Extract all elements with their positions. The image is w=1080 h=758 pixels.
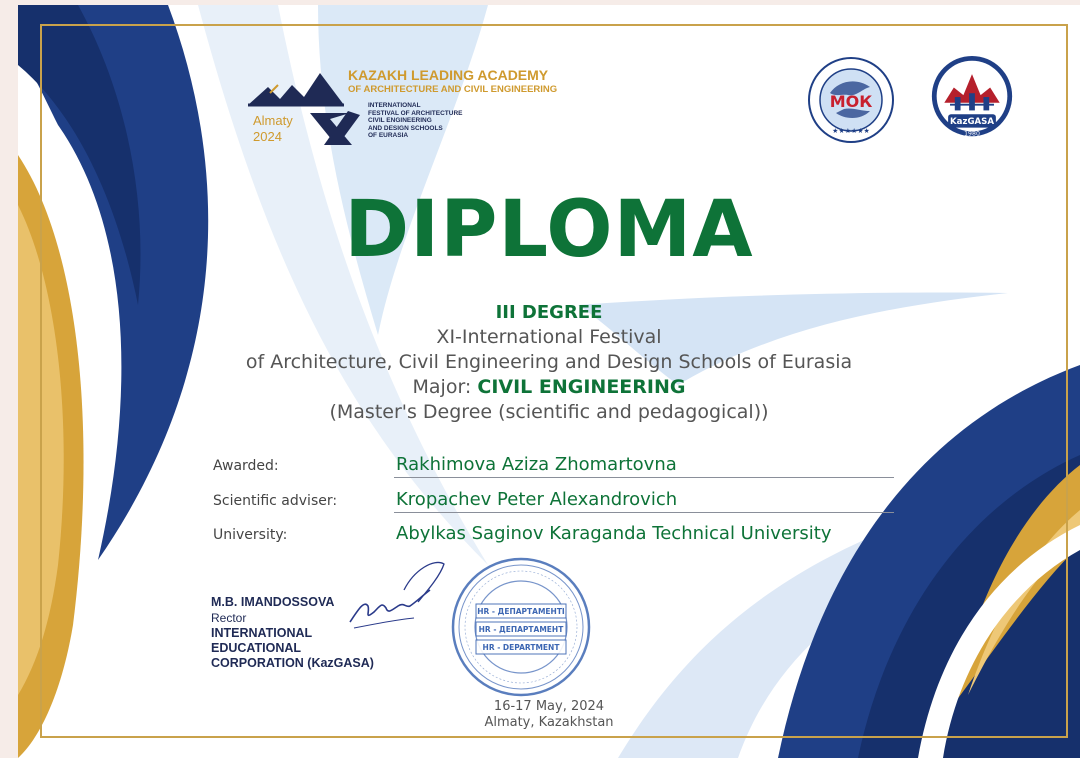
festival-logo-text — [368, 102, 488, 140]
festival-logo-line: FESTIVAL OF ARCHITECTURE — [368, 109, 463, 117]
awarded-value: Rakhimova Aziza Zhomartovna — [396, 454, 677, 475]
signature-icon — [344, 550, 454, 640]
awarded-label: Awarded: — [213, 458, 279, 474]
academy-title: KAZAKH LEADING ACADEMY — [348, 67, 549, 83]
university-label: University: — [213, 527, 288, 543]
stamp-line-3: HR - DEPARTMENT — [482, 643, 560, 652]
adviser-underline — [394, 512, 894, 513]
kazgasa-emblem-icon — [929, 55, 1015, 141]
festival-logo-line: INTERNATIONAL — [368, 102, 421, 109]
event-date: 16-17 May, 2024 — [493, 699, 605, 714]
kazgasa-emblem-year: 1980 — [964, 130, 980, 138]
org-line-3: CORPORATION (KazGASA) — [211, 656, 374, 670]
major-prefix: Major: — [412, 376, 472, 398]
major-line — [18, 376, 1080, 398]
festival-line-1: XI-International Festival — [436, 326, 662, 348]
mok-emblem-label: МОК — [829, 92, 873, 111]
logo-city: Almaty — [253, 113, 293, 128]
awarded-underline — [394, 477, 894, 478]
org-line-1: INTERNATIONAL — [211, 626, 313, 640]
adviser-label: Scientific adviser: — [213, 493, 338, 509]
academy-subtitle: OF ARCHITECTURE AND CIVIL ENGINEERING — [348, 84, 558, 95]
mok-emblem-icon — [808, 57, 894, 143]
diploma-title: DIPLOMA — [344, 185, 754, 275]
university-value: Abylkas Saginov Karaganda Technical University — [396, 523, 832, 544]
org-line-2: EDUCATIONAL — [211, 641, 302, 655]
festival-line-2: of Architecture, Civil Engineering and Design Schools of Eurasia — [245, 351, 853, 373]
rector-name: M.B. IMANDOSSOVA — [211, 595, 335, 609]
event-place: Almaty, Kazakhstan — [484, 715, 614, 730]
program-line: (Master's Degree (scientific and pedagogical)) — [329, 401, 769, 423]
diploma-sheet — [18, 5, 1080, 758]
festival-logo-line: AND DESIGN SCHOOLS — [368, 124, 443, 132]
rector-title: Rector — [211, 611, 247, 625]
kazgasa-emblem-label: KazGASA — [949, 116, 995, 127]
svg-text:★★★★★★: ★★★★★★ — [832, 127, 870, 135]
stamp-line-2: HR - ДЕПАРТАМЕНТ — [478, 625, 564, 634]
stamp-line-1: HR - ДЕПАРТАМЕНТІ — [477, 607, 565, 616]
festival-logo-line: CIVIL ENGINEERING — [368, 117, 432, 125]
hr-department-stamp-icon — [446, 552, 596, 702]
festival-logo-line: OF EURASIA — [368, 132, 409, 140]
logo-year: 2024 — [253, 129, 282, 144]
adviser-value: Kropachev Peter Alexandrovich — [396, 489, 678, 510]
degree-heading: III DEGREE — [495, 302, 603, 323]
major-value: CIVIL ENGINEERING — [477, 376, 686, 398]
